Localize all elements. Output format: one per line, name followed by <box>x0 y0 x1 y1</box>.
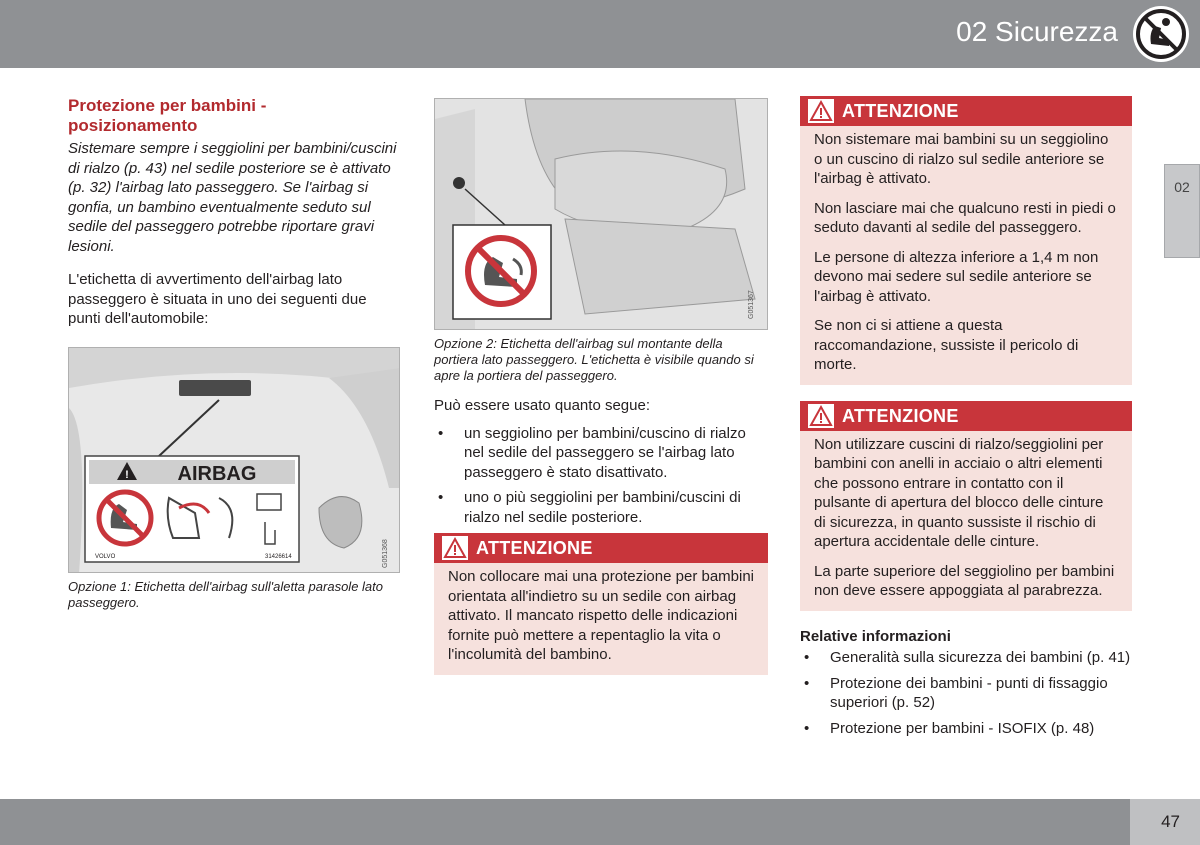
warning-body <box>800 431 1132 611</box>
warning-paragraph: Le persone di altezza inferiore a 1,4 m non devono mai sedere sul sedile anteriore se l'airbag è attivato. <box>814 248 1099 305</box>
related-link[interactable]: • Protezione dei bambini - punti di fissaggio superiori (p. 52) <box>800 674 1132 713</box>
warning-paragraph: Non utilizzare cuscini di rialzo/seggiolini per bambini con anelli in acciaio o altri elementi che possono entrare in contatto con il pulsante di apertura del blocco delle cinture di sicurezza, in quanto sussiste il rischio di apertura accidentale delle cinture. <box>814 435 1104 550</box>
warning-box <box>434 533 768 675</box>
column-3 <box>800 96 1132 744</box>
related-info-title: Relative informazioni <box>800 627 951 645</box>
door-pillar-illustration <box>435 99 768 330</box>
warning-body <box>434 563 768 675</box>
warning-paragraph: Non sistemare mai bambini su un seggiolino o un cuscino di rialzo sul sedile anteriore se l'airbag è attivato. <box>814 131 1109 187</box>
side-tab-label: 02 <box>1174 179 1190 195</box>
warning-header <box>800 401 1132 431</box>
warning-triangle-icon <box>808 404 834 428</box>
chapter-title: 02 Sicurezza <box>956 16 1118 47</box>
brand-text: VOLVO <box>95 553 116 560</box>
page-number-box <box>1130 799 1200 845</box>
figure-caption: Opzione 1: Etichetta dell'airbag sull'aletta parasole lato passeggero. <box>68 578 383 610</box>
warning-title: ATTENZIONE <box>842 405 959 426</box>
warning-paragraph: Non lasciare mai che qualcuno resti in piedi o seduto davanti al sedile del passeggero. <box>814 199 1116 236</box>
use-list <box>434 424 768 528</box>
footer-bar <box>0 799 1200 845</box>
label-location-paragraph: L'etichetta di avvertimento dell'airbag lato passeggero è situata in uno dei seguenti due punti dell'automobile: <box>68 271 367 327</box>
warning-title: ATTENZIONE <box>476 538 593 558</box>
page-number: 47 <box>1161 812 1180 831</box>
door-pillar-figure <box>434 98 768 330</box>
column-1 <box>68 96 400 611</box>
related-link[interactable]: • Protezione per bambini - ISOFIX (p. 48) <box>800 719 1132 739</box>
figure-code-text: G051368 <box>382 538 389 568</box>
warning-paragraph: La parte superiore del seggiolino per bambini non deve essere appoggiata al parabrezza. <box>814 562 1115 599</box>
warning-header <box>800 96 1132 126</box>
sun-visor-figure <box>68 347 400 573</box>
column-2 <box>434 96 768 675</box>
warning-box <box>800 401 1132 611</box>
sun-visor-illustration <box>69 348 400 573</box>
airbag-label-text: AIRBAG <box>177 462 257 485</box>
section-title: Protezione per bambini - posizionamento <box>68 96 267 135</box>
use-intro: Può essere usato quanto segue: <box>434 397 650 414</box>
warning-triangle-icon <box>442 536 468 560</box>
svg-text:!: ! <box>125 468 129 481</box>
chapter-side-tab <box>1164 164 1200 258</box>
no-child-seat-airbag-icon <box>1131 4 1191 64</box>
figure-code-text: G051367 <box>748 290 755 319</box>
figure-caption: Opzione 2: Etichetta dell'airbag sul montante della portiera lato passeggero. L'etichetta è visibile quando si apre la portiera del passeggero. <box>434 336 754 383</box>
warning-header <box>434 533 768 563</box>
part-number-text: 31426614 <box>265 553 292 560</box>
warning-box <box>800 96 1132 385</box>
related-link[interactable]: • Generalità sulla sicurezza dei bambini (p. 41) <box>800 648 1132 668</box>
warning-paragraph: Se non ci si attiene a questa raccomandazione, sussiste il pericolo di morte. <box>814 317 1079 373</box>
warning-title: ATTENZIONE <box>842 101 959 121</box>
related-info-list <box>800 648 1132 738</box>
warning-triangle-icon <box>808 99 834 123</box>
list-item: • un seggiolino per bambini/cuscino di rialzo nel sedile del passeggero se l'airbag lato passeggero è stato disattivato. <box>434 424 768 483</box>
list-item: • uno o più seggiolini per bambini/cuscini di rialzo nel sedile posteriore. <box>434 488 768 527</box>
intro-paragraph: Sistemare sempre i seggiolini per bambini/cuscini di rialzo (p. 43) nel sedile posteriore se è attivato (p. 32) l'airbag lato passeggero. Se l'airbag si gonfia, un bambino eventualmente seduto sul sedile del passeggero potrebbe riportare gravi lesioni. <box>68 140 397 255</box>
warning-paragraph: Non collocare mai una protezione per bambini orientata all'indietro su un sedile con airbag attivato. Il mancato rispetto delle indicazioni fornite può mettere a repentaglio la vita o l'incolumità del bambino. <box>448 568 755 663</box>
warning-body <box>800 126 1132 385</box>
